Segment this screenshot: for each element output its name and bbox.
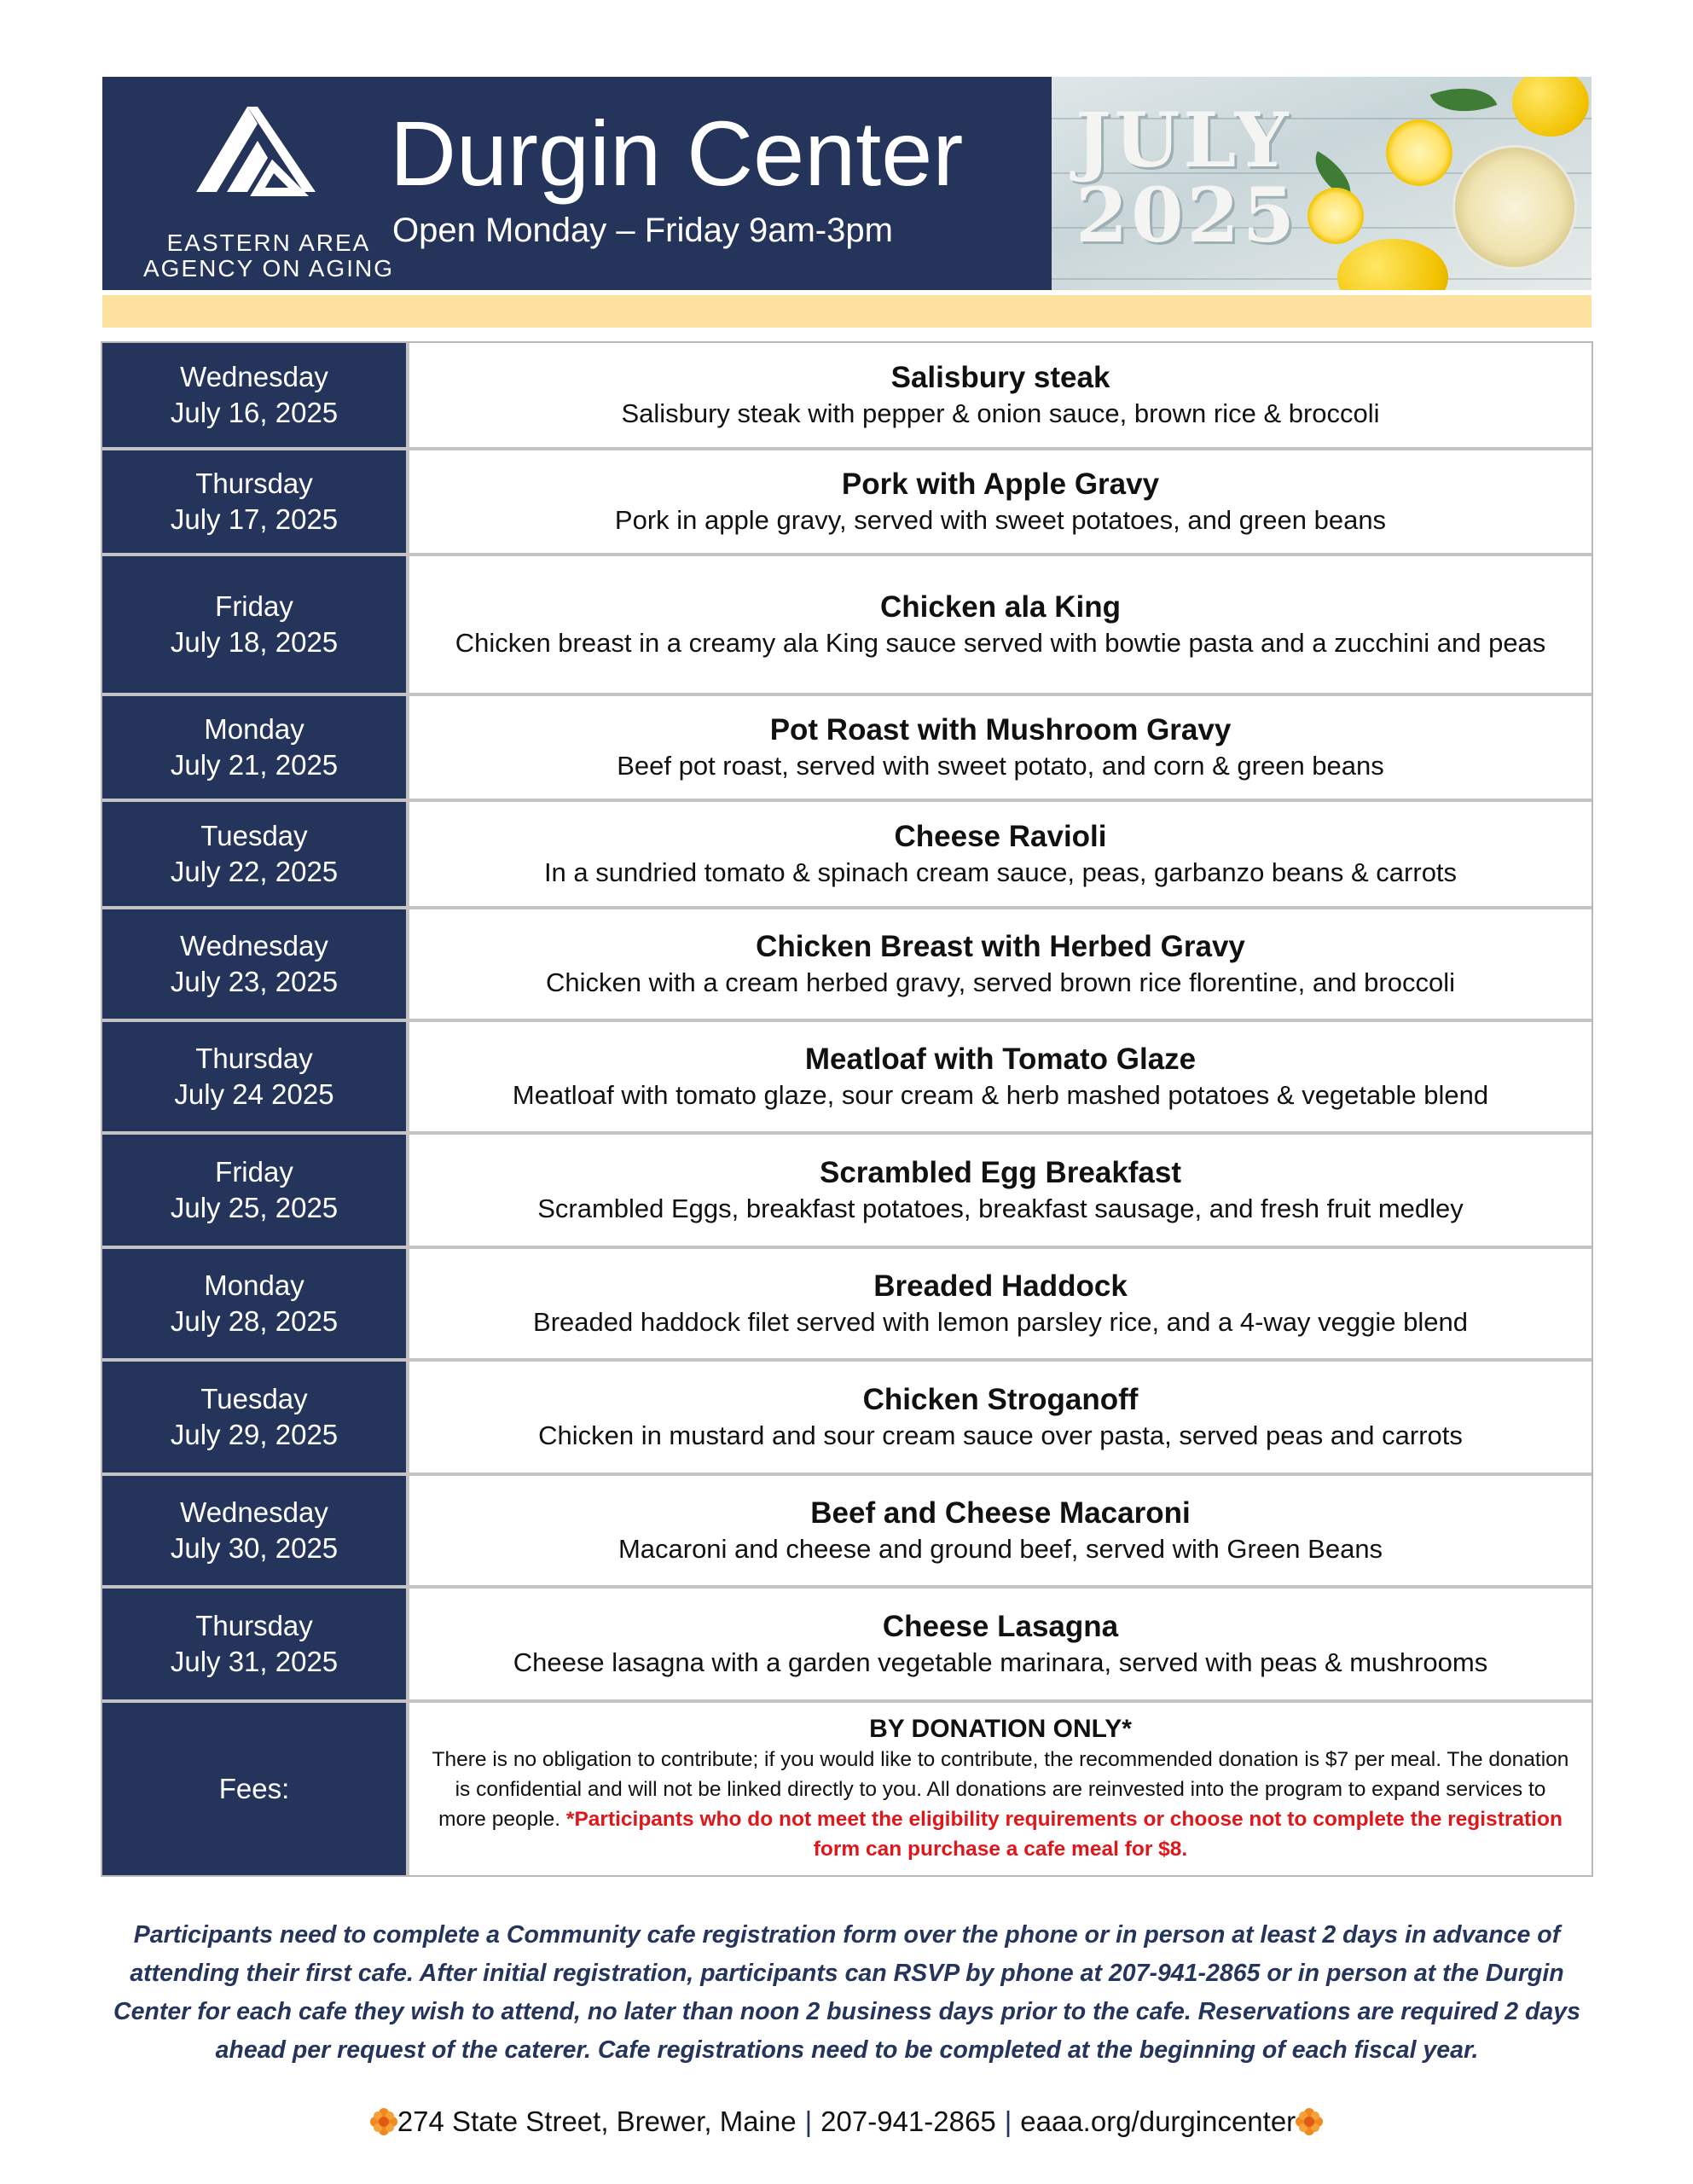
menu-row [102,1249,1592,1362]
page-title: Durgin Center [390,102,964,205]
year-label: 2025 [1076,171,1298,259]
agency-name-line1: EASTERN AREA [166,229,371,256]
meal-cell [409,1476,1592,1585]
meal-description: Chicken in mustard and sour cream sauce over pasta, served peas and carrots [538,1420,1463,1450]
day-label: Wednesday [180,930,328,961]
lemon-slice-icon [1307,188,1364,244]
date-label: July 28, 2025 [170,1305,339,1337]
meal-cell [409,1022,1592,1131]
meal-name: Cheese Lasagna [882,1610,1119,1643]
day-label: Thursday [195,468,313,499]
date-label: July 31, 2025 [170,1646,339,1677]
meal-name: Beef and Cheese Macaroni [810,1496,1191,1530]
menu-row [102,1135,1592,1249]
meal-description: Chicken with a cream herbed gravy, served brown rice florentine, and broccoli [546,967,1455,997]
date-cell [102,802,409,906]
flower-icon [1296,2108,1323,2135]
day-label: Monday [204,1269,304,1301]
meal-cell [409,1135,1592,1246]
lemon-icon [1337,239,1448,290]
month-label: JULY [1076,96,1292,184]
date-cell [102,556,409,693]
date-label: July 29, 2025 [170,1419,339,1450]
menu-row [102,343,1592,450]
flower-icon [370,2108,397,2135]
meal-description: Beef pot roast, served with sweet potato, and corn & green beans [617,751,1384,781]
agency-logo [128,98,394,282]
lemonade-photo [1052,77,1592,290]
registration-notice: Participants need to complete a Community cafe registration form over the phone or in person at least 2 days in advance of attending their first cafe. After initial registration, participants can RSVP by phone at 207-941-2865 or in person at the Durgin Center for each cafe they wish to attend, no later than noon 2 business days prior to the cafe. Reservations are required 2 days ahead per request of the caterer. Cafe registrations need to be completed at the beginning of each fiscal year. [113,1921,1580,2064]
fees-label: Fees: [218,1773,290,1804]
fees-eligibility-note: *Participants who do not meet the eligibility requirements or choose not to complete the registration form can purchase a cafe meal for $8. [565,1808,1563,1861]
date-label: July 18, 2025 [170,626,339,658]
date-label: July 16, 2025 [170,397,339,428]
date-label: July 21, 2025 [170,749,339,781]
date-cell [102,909,409,1019]
menu-row [102,450,1592,556]
meal-cell [409,1362,1592,1472]
website-link[interactable]: eaaa.org/durgincenter [1020,2106,1296,2137]
day-label: Tuesday [200,1383,308,1414]
menu-row [102,1476,1592,1589]
fees-description: There is no obligation to contribute; if you would like to contribute, the recommended donation is $7 per meal. The donation is confidential and will not be linked directly to you. All donations are reinvested into the program to expand services to more people. [432,1748,1569,1831]
meal-name: Meatloaf with Tomato Glaze [804,1043,1197,1076]
date-cell [102,450,409,553]
meal-cell [409,696,1592,799]
meal-name: Scrambled Egg Breakfast [819,1156,1182,1189]
meal-description: Macaroni and cheese and ground beef, served with Green Beans [617,1534,1383,1564]
day-label: Monday [204,713,304,745]
contact-line [0,2104,1693,2140]
meal-description: In a sundried tomato & spinach cream sauce, peas, garbanzo beans & carrots [543,857,1458,887]
meal-cell [409,802,1592,906]
meal-description: Meatloaf with tomato glaze, sour cream & herb mashed potatoes & vegetable blend [512,1080,1489,1110]
lemon-icon [1512,77,1589,136]
fees-row [102,1703,1592,1875]
meal-cell [409,1589,1592,1699]
header-accent-stripe [102,295,1592,328]
date-label: July 24 2025 [174,1078,334,1110]
meal-name: Chicken ala King [879,590,1122,624]
date-label: July 23, 2025 [170,966,339,997]
menu-row [102,556,1592,696]
mountain-logo-icon [188,98,324,200]
meal-name: Cheese Ravioli [894,820,1107,853]
menu-row [102,802,1592,909]
meal-description: Breaded haddock filet served with lemon parsley rice, and a 4-way veggie blend [533,1307,1468,1337]
fees-cell [409,1703,1592,1875]
meal-cell [409,343,1592,447]
date-label: July 17, 2025 [170,503,339,535]
meal-name: Salisbury steak [890,361,1110,394]
date-label: July 22, 2025 [170,856,339,887]
date-label: July 30, 2025 [170,1532,339,1564]
fees-text-block [430,1745,1571,1864]
separator: | [804,2106,813,2137]
meal-cell [409,556,1592,693]
menu-row [102,1362,1592,1476]
menu-row [102,1589,1592,1703]
menu-row [102,1022,1592,1135]
date-cell [102,1476,409,1585]
agency-name [128,230,409,282]
date-cell [102,343,409,447]
meal-description: Cheese lasagna with a garden vegetable marinara, served with peas & mushrooms [513,1647,1488,1677]
agency-name-line2: AGENCY ON AGING [143,255,394,282]
menu-row [102,696,1592,802]
meal-name: Pot Roast with Mushroom Gravy [769,713,1232,746]
date-cell [102,696,409,799]
meal-description: Salisbury steak with pepper & onion sauce, brown rice & broccoli [621,398,1380,428]
menu-row [102,909,1592,1022]
day-label: Wednesday [180,361,328,392]
date-cell [102,1589,409,1699]
header-banner [102,77,1592,290]
meal-name: Pork with Apple Gravy [841,468,1160,501]
day-label: Thursday [195,1610,313,1641]
meal-description: Scrambled Eggs, breakfast potatoes, breakfast sausage, and fresh fruit medley [537,1194,1464,1223]
meal-cell [409,1249,1592,1358]
separator: | [1004,2106,1012,2137]
date-cell [102,1249,409,1358]
meal-description: Pork in apple gravy, served with sweet potatoes, and green beans [614,505,1387,535]
fees-title: BY DONATION ONLY* [869,1715,1132,1743]
fees-label-cell [102,1703,409,1875]
menu-table [101,341,1593,1877]
date-cell [102,1362,409,1472]
address-text: 274 State Street, Brewer, Maine [397,2106,797,2137]
meal-cell [409,909,1592,1019]
day-label: Wednesday [180,1496,328,1528]
meal-cell [409,450,1592,553]
meal-description: Chicken breast in a creamy ala King sauce served with bowtie pasta and a zucchini and peas [455,628,1546,658]
meal-name: Breaded Haddock [873,1269,1128,1303]
day-label: Tuesday [200,820,308,851]
hours-subtitle: Open Monday – Friday 9am-3pm [392,212,893,249]
day-label: Friday [215,590,293,622]
day-label: Friday [215,1156,293,1188]
phone-text: 207-941-2865 [820,2106,996,2137]
date-cell [102,1135,409,1246]
date-label: July 25, 2025 [170,1192,339,1223]
lemon-slice-icon [1386,119,1452,186]
meal-name: Chicken Breast with Herbed Gravy [756,930,1245,963]
date-cell [102,1022,409,1131]
meal-name: Chicken Stroganoff [862,1383,1139,1416]
day-label: Thursday [195,1043,313,1074]
lemonade-glass-icon [1452,145,1577,270]
